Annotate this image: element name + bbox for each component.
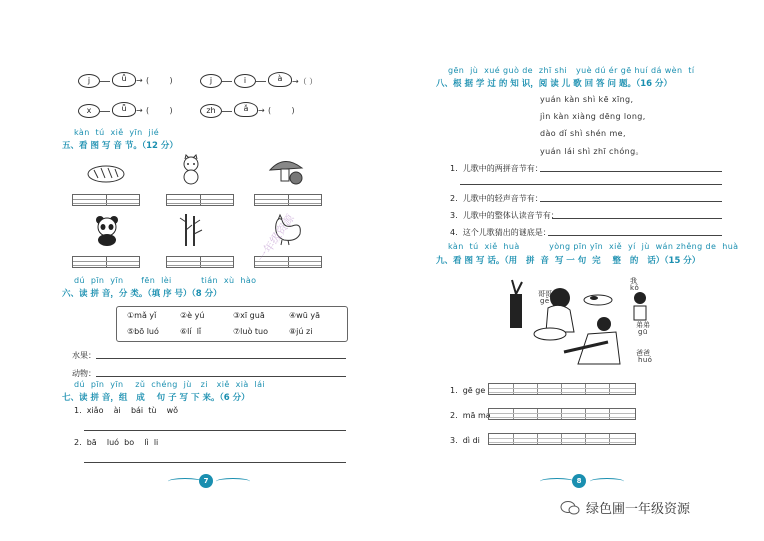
page-number: 8 <box>572 474 586 488</box>
bamboo-image <box>178 212 204 248</box>
label-gege-py: gē <box>540 297 550 305</box>
s9-row-label: 1. gē ge <box>450 386 486 395</box>
s5-pinyin: kàn tú xiě yīn jié <box>74 128 160 137</box>
initial-oval: x <box>78 104 100 118</box>
s8-pinyin: gēn jù xué guò de zhī shi yuè dú ér gē huí dá wèn tí <box>448 66 695 75</box>
option: ⑥lí lǐ <box>180 327 202 336</box>
options-box <box>116 306 348 342</box>
answer-paren: ( ) <box>146 106 173 115</box>
label-gege: 哥哥 <box>538 290 552 298</box>
s8-answer-line[interactable] <box>540 171 722 172</box>
label-didi-py: gū <box>638 328 648 336</box>
writing-grid[interactable] <box>488 383 636 395</box>
page-flourish-right <box>590 478 624 485</box>
s9-title: 九、看 图 写 话。（用 拼 音 写 一 句 完 整 的 话）（15 分） <box>436 256 701 266</box>
s7-question-1: 1. xiǎo ài bái tù wǒ <box>74 406 179 415</box>
watermark-text: 一年级资源 <box>254 212 298 265</box>
poem-line: yuán lái shì zhī chóng。 <box>540 147 644 156</box>
s6-pinyin: dú pīn yīn fēn lèi tián xù hào <box>74 276 257 285</box>
page-flourish-left <box>168 478 202 485</box>
poem-line: yuán kàn shì kē xīng, <box>540 95 634 104</box>
label-baba-py: huó <box>638 356 653 364</box>
bread-image <box>86 160 126 184</box>
s9-pinyin: kàn tú xiě huà yòng pīn yīn xiě yí jù wán zhěng de huà <box>448 242 739 251</box>
option: ⑤bō luó <box>127 327 159 336</box>
medial-oval: i <box>234 74 256 88</box>
answer-grid[interactable] <box>72 194 140 206</box>
option: ③xī guā <box>233 311 265 320</box>
answer-grid[interactable] <box>72 256 140 268</box>
writing-grid[interactable] <box>488 433 636 445</box>
answer-paren: ( ) <box>268 106 295 115</box>
option: ⑧jú zi <box>289 327 313 336</box>
s8-answer-line[interactable] <box>548 235 722 236</box>
s8-title: 八、根 据 学 过 的 知 识，阅 读 儿 歌 回 答 问 题。（16 分） <box>436 79 673 89</box>
label-baba: 爸爸 <box>636 349 650 357</box>
label-didi: 弟弟 <box>636 321 650 329</box>
s7-pinyin: dú pīn yīn zǔ chéng jù zi xiě xià lái <box>74 380 266 389</box>
s5-title: 五、看 图 写 音 节。（12 分） <box>62 141 178 151</box>
answer-grid[interactable] <box>166 256 234 268</box>
option: ⑦luò tuo <box>233 327 269 336</box>
writing-grid[interactable] <box>488 408 636 420</box>
page-number: 7 <box>199 474 213 488</box>
animal-answer-line[interactable] <box>96 376 346 377</box>
footer-logo <box>560 498 690 517</box>
final-cloud: ǎ <box>234 102 258 117</box>
s8-answer-line[interactable] <box>460 184 722 185</box>
page-flourish-left <box>540 478 574 485</box>
poem-line: dào dǐ shì shén me, <box>540 129 626 138</box>
fruit-label: 水果： <box>72 351 96 360</box>
s8-answer-line[interactable] <box>540 201 722 202</box>
final-cloud: ǖ <box>112 102 136 117</box>
s7-answer-line-1[interactable] <box>84 430 346 431</box>
panda-image <box>92 214 122 246</box>
answer-paren: ( ) <box>146 76 173 85</box>
initial-oval: j <box>78 74 100 88</box>
s7-title: 七、读 拼 音，组 成 句 子 写 下 来。（6 分） <box>62 393 250 403</box>
final-cloud: ǚ <box>112 72 136 87</box>
answer-grid[interactable] <box>254 194 322 206</box>
s7-answer-line-2[interactable] <box>84 462 346 463</box>
fruit-answer-line[interactable] <box>96 358 346 359</box>
footer-logo-text: 绿色圃一年级资源 <box>586 502 691 517</box>
cat-image <box>178 154 204 186</box>
s8-question: 4. 这个儿歌猜出的谜底是： <box>450 228 551 237</box>
chat-bubble-icon <box>560 500 580 516</box>
s9-row-label: 3. dì di <box>450 436 480 445</box>
s9-row-label: 2. mā ma <box>450 411 491 420</box>
label-wo: 我 <box>630 277 637 285</box>
label-wo-py: kǒ <box>630 284 640 292</box>
option: ①mǎ yǐ <box>127 311 157 320</box>
s6-title: 六、读 拼 音，分 类。（填 序 号）（8 分） <box>62 289 222 299</box>
s8-question: 1. 儿歌中的两拼音节有： <box>450 164 543 173</box>
answer-grid[interactable] <box>166 194 234 206</box>
poem-line: jìn kàn xiàng dēng long, <box>540 112 646 121</box>
mushroom-image <box>266 156 306 186</box>
s7-question-2: 2. bā luó bo lì li <box>74 438 159 447</box>
option: ④wū yā <box>289 311 320 320</box>
s8-question: 3. 儿歌中的整体认读音节有： <box>450 211 559 220</box>
animal-label: 动物： <box>72 369 96 378</box>
final-cloud: à <box>268 72 292 87</box>
s8-answer-line[interactable] <box>552 218 722 219</box>
initial-oval: zh <box>200 104 222 118</box>
initial-oval: j <box>200 74 222 88</box>
s8-question: 2. 儿歌中的轻声音节有： <box>450 194 543 203</box>
page-flourish-right <box>216 478 250 485</box>
option: ②è yú <box>180 311 205 320</box>
